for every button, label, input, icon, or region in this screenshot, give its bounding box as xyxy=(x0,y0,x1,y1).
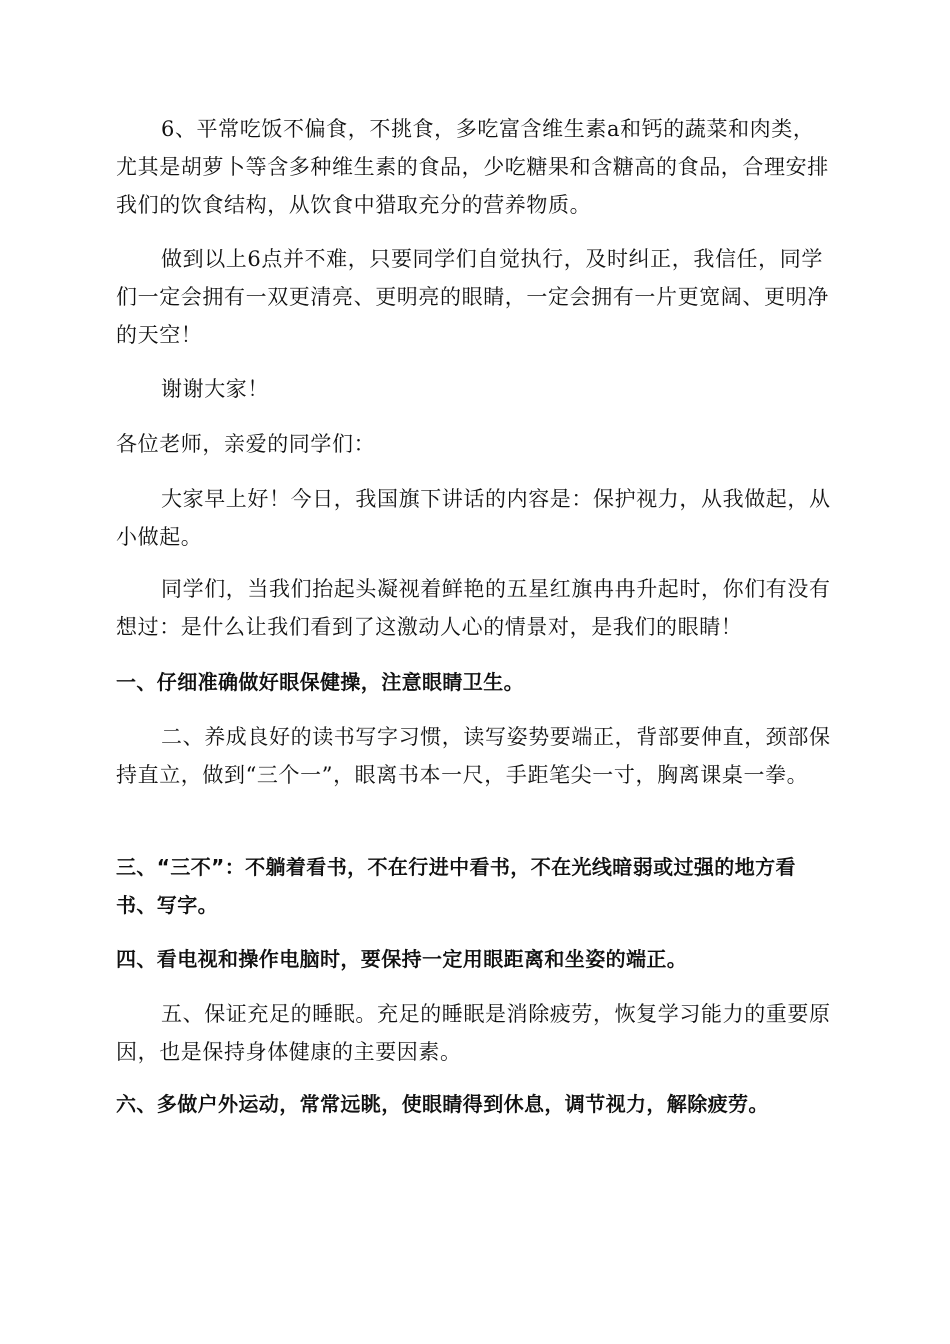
paragraph-greeting: 大家早上好！今日，我国旗下讲话的内容是：保护视力，从我做起，从小做起。 xyxy=(116,487,831,549)
paragraph-point-two: 二、养成良好的读书写字习惯，读写姿势要端正，背部要伸直，颈部保持直立，做到“三个一”，眼离书本一尺，手距笔尖一寸，胸离课桌一拳。 xyxy=(116,725,831,787)
heading-point-six: 六、多做户外运动，常常远眺，使眼睛得到休息，调节视力，解除疲劳。 xyxy=(116,1092,769,1116)
heading-point-four: 四、看电视和操作电脑时，要保持一定用眼距离和坐姿的端正。 xyxy=(116,947,688,971)
paragraph-eyes-question: 同学们，当我们抬起头凝视着鲜艳的五星红旗冉冉升起时，你们有没有想过：是什么让我们看到了这激动人心的情景对，是我们的眼睛！ xyxy=(116,577,831,639)
paragraph-point-five: 五、保证充足的睡眠。充足的睡眠是消除疲劳，恢复学习能力的重要原因，也是保持身体健康的主要因素。 xyxy=(116,1002,831,1064)
paragraph-six-points-summary: 做到以上6点并不难，只要同学们自觉执行，及时纠正，我信任，同学们一定会拥有一双更清亮、更明亮的眼睛，一定会拥有一片更宽阔、更明净的天空！ xyxy=(116,247,829,347)
paragraph-thanks: 谢谢大家！ xyxy=(161,377,269,401)
paragraph-salutation: 各位老师，亲爱的同学们： xyxy=(116,432,376,456)
heading-point-one: 一、仔细准确做好眼保健操，注意眼睛卫生。 xyxy=(116,670,524,694)
paragraph-diet-advice: 6、平常吃饭不偏食，不挑食，多吃富含维生素a和钙的蔬菜和肉类，尤其是胡萝卜等含多种维生素的食品，少吃糖果和含糖高的食品，合理安排我们的饮食结构，从饮食中猎取充分的营养物质。 xyxy=(116,117,829,217)
heading-point-three: 三、“三不”：不躺着看书，不在行进中看书，不在光线暗弱或过强的地方看书、写字。 xyxy=(116,855,796,917)
